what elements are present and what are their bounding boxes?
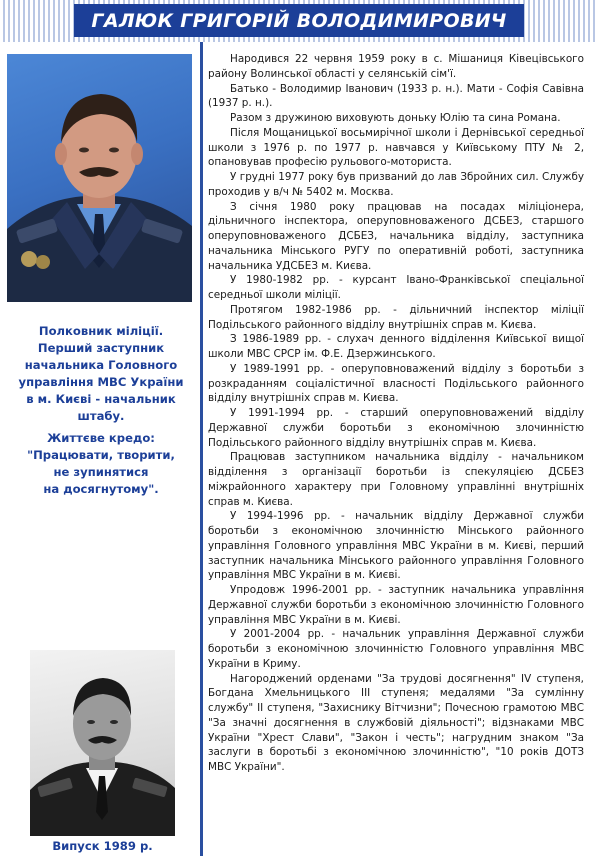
photo-caption: Випуск 1989 р. — [52, 839, 153, 853]
graduation-photo — [30, 650, 175, 836]
portrait-photo — [7, 54, 192, 302]
bio-paragraph: У 2001-2004 рр. - начальник управління Державної служби боротьби з економічною злочинністю Головного управління МВС України в Криму. — [208, 628, 584, 670]
title-bar — [74, 4, 524, 37]
rank-caption — [4, 323, 198, 425]
header-band — [0, 0, 595, 42]
bio-paragraph: Протягом 1982-1986 рр. - дільничний інспектор міліції Подільського районного відділу внутрішніх справ м. Києва. — [208, 303, 584, 331]
rank-line: начальника Головного — [24, 358, 178, 372]
credo-line: не зупинятися — [53, 465, 149, 479]
bio-paragraph: З січня 1980 року працював на посадах міліціонера, дільничного інспектора, оперуповноваженого ДСБЕЗ, старшого оперуповноваженого ДСБЕЗ, начальника відділу, заступника начальника Мінського РУГУ по оперативній роботі, заступника начальника УДСБЕЗ м. Києва. — [208, 200, 584, 272]
bio-paragraph: Працював заступником начальника відділу - начальником відділення з організації боротьби із спекуляцією ДСБЕЗ міжрайонного характеру при Головному управлінні внутрішніх справ м. Києва. — [208, 451, 584, 508]
rank-line: Полковник міліції. — [38, 324, 164, 338]
bio-paragraph: У 1994-1996 рр. - начальник відділу Державної служби боротьби з економічною злочинністю Мінського районного управління Головного управління МВС України в м. Києві, перший заступник начальника Мінського районного управління Головного управління МВС України в м. Києві. — [208, 510, 584, 582]
biography-text — [208, 52, 584, 852]
bio-paragraph: Після Мощаницької восьмирічної школи і Дернівської середньої школи з 1976 р. по 1977 р. навчався у Київському ПТУ № 2, опановував професію рульового-моториста. — [208, 126, 584, 169]
portrait-illustration — [7, 54, 192, 302]
rank-line: управління МВС України — [18, 375, 184, 389]
graduation-illustration — [30, 650, 175, 836]
bio-paragraph: У 1980-1982 рр. - курсант Івано-Франківської спеціальної середньої школи міліції. — [208, 274, 584, 301]
credo-line: Життєве кредо: — [47, 431, 155, 445]
credo-line: "Працювати, творити, — [27, 448, 175, 462]
bio-paragraph: У 1991-1994 рр. - старший оперуповноважений відділу Державної служби боротьби з економічною злочинністю Подільського районного відділу внутрішніх справ м. Києва. — [208, 407, 584, 449]
bio-paragraph: У грудні 1977 року був призваний до лав Збройних сил. Службу проходив у в/ч № 5402 м. Москва. — [208, 171, 584, 198]
rank-line: в м. Києві - начальник штабу. — [26, 392, 176, 423]
credo-caption — [4, 430, 198, 498]
bio-paragraph: У 1989-1991 рр. - оперуповноважений відділу з боротьби з розкраданням соціалістичної власності Подільського районного відділу внутрішніх справ м. Києва. — [208, 362, 584, 405]
bio-paragraph: Разом з дружиною виховують доньку Юлію та сина Романа. — [230, 112, 561, 124]
page-title: ГАЛЮК ГРИГОРІЙ ВОЛОДИМИРОВИЧ — [91, 9, 507, 32]
column-divider — [200, 42, 203, 856]
bio-paragraph: З 1986-1989 рр. - слухач денного відділення Київської вищої школи МВС СРСР ім. Ф.Е. Дзержинського. — [208, 333, 584, 360]
bio-paragraph: Нагороджений орденами "За трудові досягнення" IV ступеня, Богдана Хмельницького III ступеня; медалями "За сумлінну службу" II ступеня, "Захиснику Вітчизни"; Почесною грамотою МВС "За значні досягнення в службовій діяльності"; відзнаками МВС України "Хрест Слави", "Закон і честь"; нагрудним знаком "За заслуги в боротьбі з економічною злочинністю", "10 років ДОТЗ МВС України". — [208, 672, 584, 773]
bio-paragraph: Батько - Володимир Іванович (1933 р. н.). Мати - Софія Савівна (1937 р. н.). — [208, 82, 584, 110]
bio-paragraph: Народився 22 червня 1959 року в с. Мішаниця Ківецівського району Волинської області у селянській сім'ї. — [208, 53, 584, 80]
rank-line: Перший заступник — [37, 341, 165, 355]
credo-line: на досягнутому". — [43, 482, 159, 496]
bio-paragraph: Упродовж 1996-2001 рр. - заступник начальника управління Державної служби боротьби з економічною злочинністю Головного управління МВС України в м. Києві. — [208, 584, 584, 626]
